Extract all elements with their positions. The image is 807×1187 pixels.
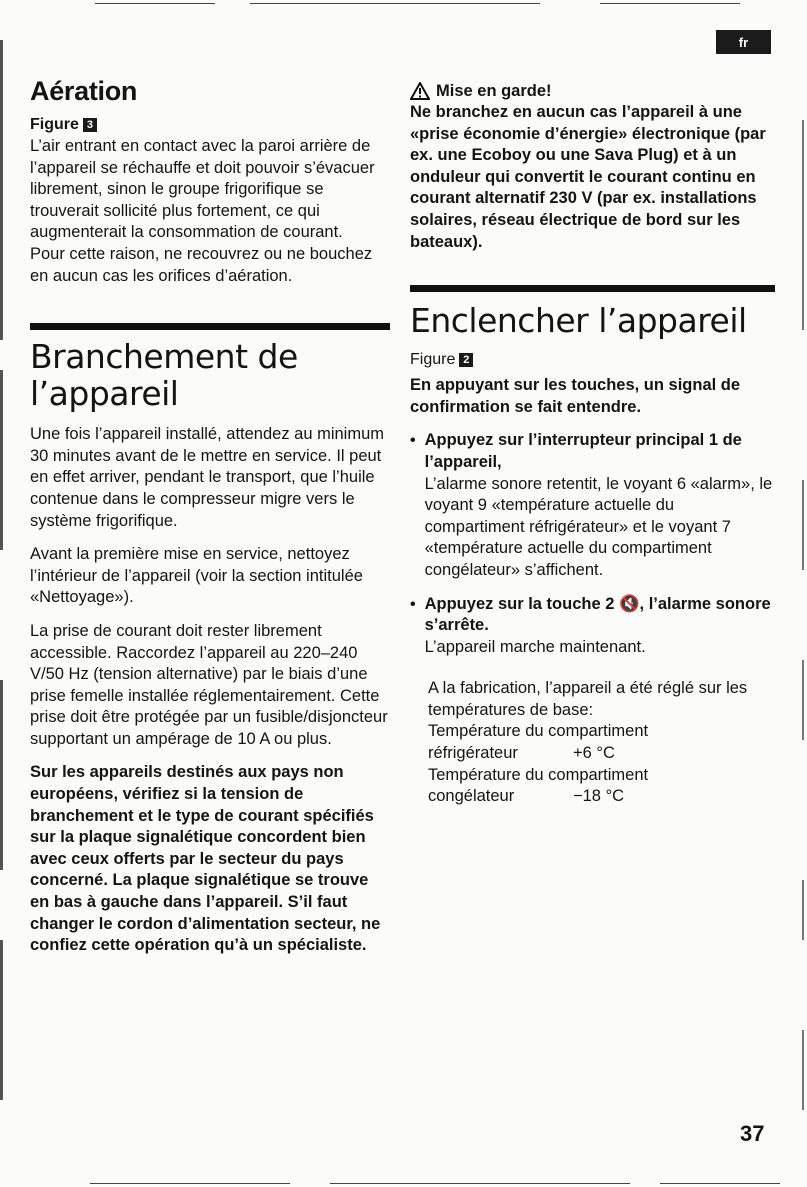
scan-edge: [802, 660, 804, 740]
bullet-body: L’alarme sonore retentit, le voyant 6 «alarm», le voyant 9 «température actuelle du compartiment réfrigérateur» et le voyant 7 «température actuelle du compartiment congélateur» s’affichent.: [424, 474, 773, 579]
figure-number-box: 3: [83, 118, 97, 132]
default-temperatures: [410, 678, 775, 808]
scan-edge: [802, 120, 804, 330]
fridge-label: Température du compartiment: [428, 722, 649, 741]
heading-line: l’appareil: [30, 374, 179, 414]
scan-line: [660, 1183, 780, 1184]
bullet-item: [410, 594, 775, 659]
warning-triangle-icon: [410, 82, 430, 100]
freezer-temperature: −18 °C: [573, 787, 625, 806]
section-rule: [30, 323, 390, 330]
scan-edge: [802, 880, 804, 940]
aeration-heading: Aération: [30, 76, 138, 106]
freezer-label: Température du compartiment: [428, 765, 649, 784]
warning-text: Ne branchez en aucun cas l’appareil à une «prise économie d’énergie» électronique (par ex. une Ecoboy ou une Sava Plug) et à un onduleur qui convertit le courant continu en courant alternatif 230 V (par ex. installations solaires, réseau électrique de bord sur les bateaux).: [410, 103, 766, 251]
enclencher-intro: En appuyant sur les touches, un signal de confirmation se fait entendre.: [410, 376, 741, 416]
branchement-paragraph: La prise de courant doit rester librement accessible. Raccordez l’appareil au 220–240 V/50 Hz (tension alternative) par le biais d’une prise femelle installée réglementairement. Cette prise doit être protégée par un fusible/disjoncteur supportant un ampérage de 10 A ou plus.: [30, 621, 388, 748]
figure-number-box: 2: [459, 353, 473, 367]
bullet-dot: •: [410, 595, 416, 613]
page-number: 37: [740, 1121, 765, 1146]
aeration-paragraph: Pour cette raison, ne recouvrez ou ne bouchez en aucun cas les orifices d’aération.: [30, 244, 373, 285]
branchement-heading: [30, 338, 390, 412]
scan-edge: [0, 370, 3, 550]
scan-edge: [802, 480, 804, 570]
branchement-paragraph: Une fois l’appareil installé, attendez au minimum 30 minutes avant de le mettre en service. Il peut en effet arriver, pendant le transport, que l’huile contenue dans le compresseur migre vers le système frigorifique.: [30, 425, 385, 530]
scan-line: [90, 1183, 290, 1184]
language-tab: fr: [716, 30, 771, 54]
branchement-notice: Sur les appareils destinés aux pays non européens, vérifiez si la tension de branchement et le type de courant spécifiés sur la plaque signalétique concordent bien avec ceux offerts par le secteur du pays concerné. La plaque signalétique se trouve en bas à gauche dans l’appareil. S’il faut changer le cordon d’alimentation secteur, ne confiez cette opération qu’à un spécialiste.: [30, 763, 381, 955]
freezer-label-2: congélateur: [428, 787, 515, 806]
figure-label: Figure: [410, 351, 456, 369]
scan-edge: [0, 940, 3, 1100]
section-rule: [410, 285, 775, 292]
factory-settings-intro: A la fabrication, l’appareil a été réglé sur les températures de base:: [428, 679, 748, 719]
left-column: [30, 74, 390, 957]
aeration-paragraph: L’air entrant en contact avec la paroi arrière de l’appareil se réchauffe et doit pouvoir s’évacuer librement, sinon le groupe frigorifique se trouverait sollicité plus fortement, ce qui augmenterait la consommation de courant.: [30, 137, 375, 242]
aeration-figure-ref: [30, 114, 390, 136]
branchement-paragraph: Avant la première mise en service, nettoyez l’intérieur de l’appareil (voir la section intitulée «Nettoyage»).: [30, 545, 363, 607]
fridge-setting-row: [428, 743, 775, 765]
scan-edge: [802, 1030, 804, 1110]
scan-line: [250, 3, 540, 4]
bullet-heading: Appuyez sur la touche 2 🔇, l’alarme sonore s’arrête.: [424, 594, 771, 635]
scan-line: [330, 1183, 630, 1184]
bullet-item: [410, 430, 775, 581]
warning-title-text: Mise en garde!: [436, 82, 552, 100]
enclencher-heading: Enclencher l’appareil: [410, 301, 747, 341]
bullet-body: L’appareil marche maintenant.: [424, 637, 646, 656]
enclencher-figure-ref: [410, 349, 775, 371]
bullet-dot: •: [410, 432, 416, 450]
heading-line: Branchement de: [30, 337, 298, 377]
scan-line: [600, 3, 740, 4]
scan-edge: [0, 680, 3, 870]
bullet-heading: Appuyez sur l’interrupteur principal 1 de l’appareil,: [424, 431, 742, 471]
figure-label: Figure: [30, 116, 79, 133]
fridge-temperature: +6 °C: [573, 744, 615, 763]
right-column: [410, 80, 775, 808]
scan-edge: [0, 40, 3, 340]
scan-line: [95, 3, 215, 4]
freezer-setting-row: [428, 786, 775, 808]
fridge-label-2: réfrigérateur: [428, 744, 518, 763]
warning-title: [410, 80, 775, 102]
